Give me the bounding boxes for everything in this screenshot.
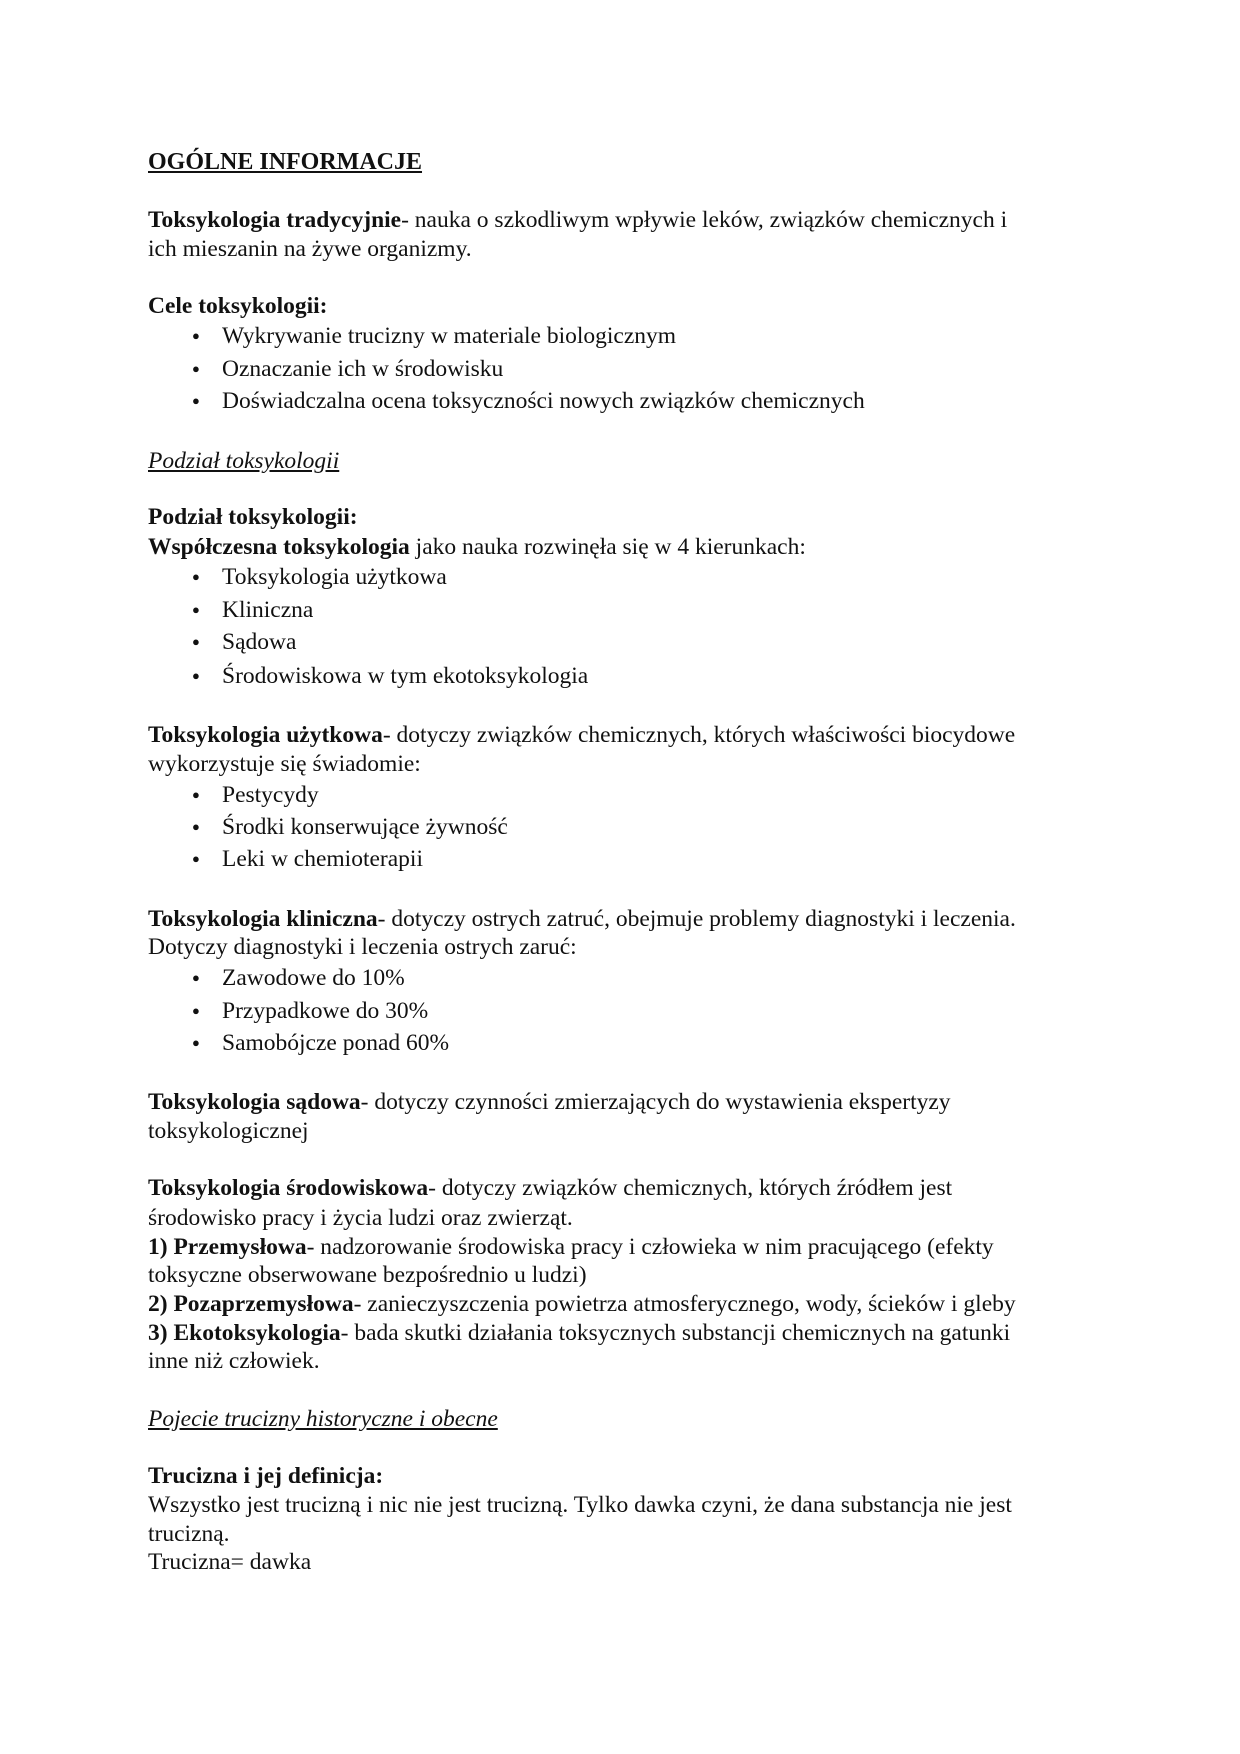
list-item: ● Doświadczalna ocena toksyczności nowych związków chemicznych [222, 387, 865, 415]
text: - nauka o szkodliwym wpływie leków, związków chemicznych i [401, 207, 1008, 233]
text: - dotyczy związków chemicznych, których źródłem jest [428, 1175, 953, 1201]
intro-line: ich mieszanin na żywe organizmy. [148, 236, 472, 262]
environmental-point-1-cont: toksyczne obserwowane bezpośrednio u ludzi) [148, 1262, 587, 1288]
environmental-line [148, 1174, 952, 1202]
division-line [148, 533, 806, 561]
list-item: ● Zawodowe do 10% [222, 964, 405, 992]
list-item: ● Samobójcze ponad 60% [222, 1029, 449, 1057]
goals-title: Cele toksykologii: [148, 293, 328, 319]
text: - dotyczy czynności zmierzających do wystawienia ekspertyzy [360, 1089, 951, 1115]
text: - dotyczy ostrych zatruć, obejmuje problemy diagnostyki i leczenia. [377, 906, 1016, 932]
environmental-point-3-cont: inne niż człowiek. [148, 1348, 320, 1374]
term: Toksykologia tradycyjnie [148, 207, 402, 233]
list-item: ● Oznaczanie ich w środowisku [222, 355, 503, 383]
term: 2) Pozaprzemysłowa [148, 1291, 354, 1317]
utility-line: wykorzystuje się świadomie: [148, 751, 421, 777]
poison-line: Trucizna= dawka [148, 1549, 312, 1575]
environmental-point-3 [148, 1319, 1010, 1347]
forensic-line: toksykologicznej [148, 1118, 309, 1144]
poison-line: trucizną. [148, 1521, 230, 1547]
environmental-point-1 [148, 1233, 994, 1261]
text: jako nauka rozwinęła się w 4 kierunkach: [409, 534, 806, 560]
list-item: ● Leki w chemioterapii [222, 845, 423, 873]
term: 3) Ekotoksykologia [148, 1320, 341, 1346]
list-item: ● Środowiskowa w tym ekotoksykologia [222, 662, 588, 690]
term: Toksykologia sądowa [148, 1089, 361, 1115]
list-item: ● Pestycydy [222, 781, 319, 809]
term: Toksykologia kliniczna [148, 906, 378, 932]
poison-title: Trucizna i jej definicja: [148, 1463, 384, 1489]
term: 1) Przemysłowa [148, 1234, 307, 1260]
clinical-line [148, 905, 1016, 933]
list-item: ● Toksykologia użytkowa [222, 563, 447, 591]
division-title: Podział toksykologii: [148, 504, 358, 530]
page-heading: OGÓLNE INFORMACJE [148, 149, 423, 175]
text: - nadzorowanie środowiska pracy i człowieka w nim pracującego (efekty [306, 1234, 994, 1260]
text: - bada skutki działania toksycznych substancji chemicznych na gatunki [340, 1320, 1011, 1346]
list-item: ● Wykrywanie trucizny w materiale biologicznym [222, 322, 676, 350]
list-item: ● Sądowa [222, 628, 296, 656]
text: - zanieczyszczenia powietrza atmosferycznego, wody, ścieków i gleby [353, 1291, 1016, 1317]
intro-line [148, 206, 1007, 234]
forensic-line [148, 1088, 951, 1116]
list-item: ● Środki konserwujące żywność [222, 813, 508, 841]
section-title: Pojecie trucizny historyczne i obecne [148, 1406, 498, 1432]
term: Toksykologia środowiskowa [148, 1175, 429, 1201]
section-title: Podział toksykologii [148, 448, 340, 474]
list-item: ● Kliniczna [222, 596, 313, 624]
clinical-line: Dotyczy diagnostyki i leczenia ostrych zaruć: [148, 934, 577, 960]
poison-line: Wszystko jest trucizną i nic nie jest trucizną. Tylko dawka czyni, że dana substancja nie jest [148, 1492, 1012, 1518]
utility-line [148, 721, 1015, 749]
term: Toksykologia użytkowa [148, 722, 383, 748]
text: - dotyczy związków chemicznych, których właściwości biocydowe [382, 722, 1016, 748]
environmental-line: środowisko pracy i życia ludzi oraz zwierząt. [148, 1205, 573, 1231]
environmental-point-2 [148, 1290, 1016, 1318]
list-item: ● Przypadkowe do 30% [222, 997, 428, 1025]
term: Współczesna toksykologia [148, 534, 410, 560]
